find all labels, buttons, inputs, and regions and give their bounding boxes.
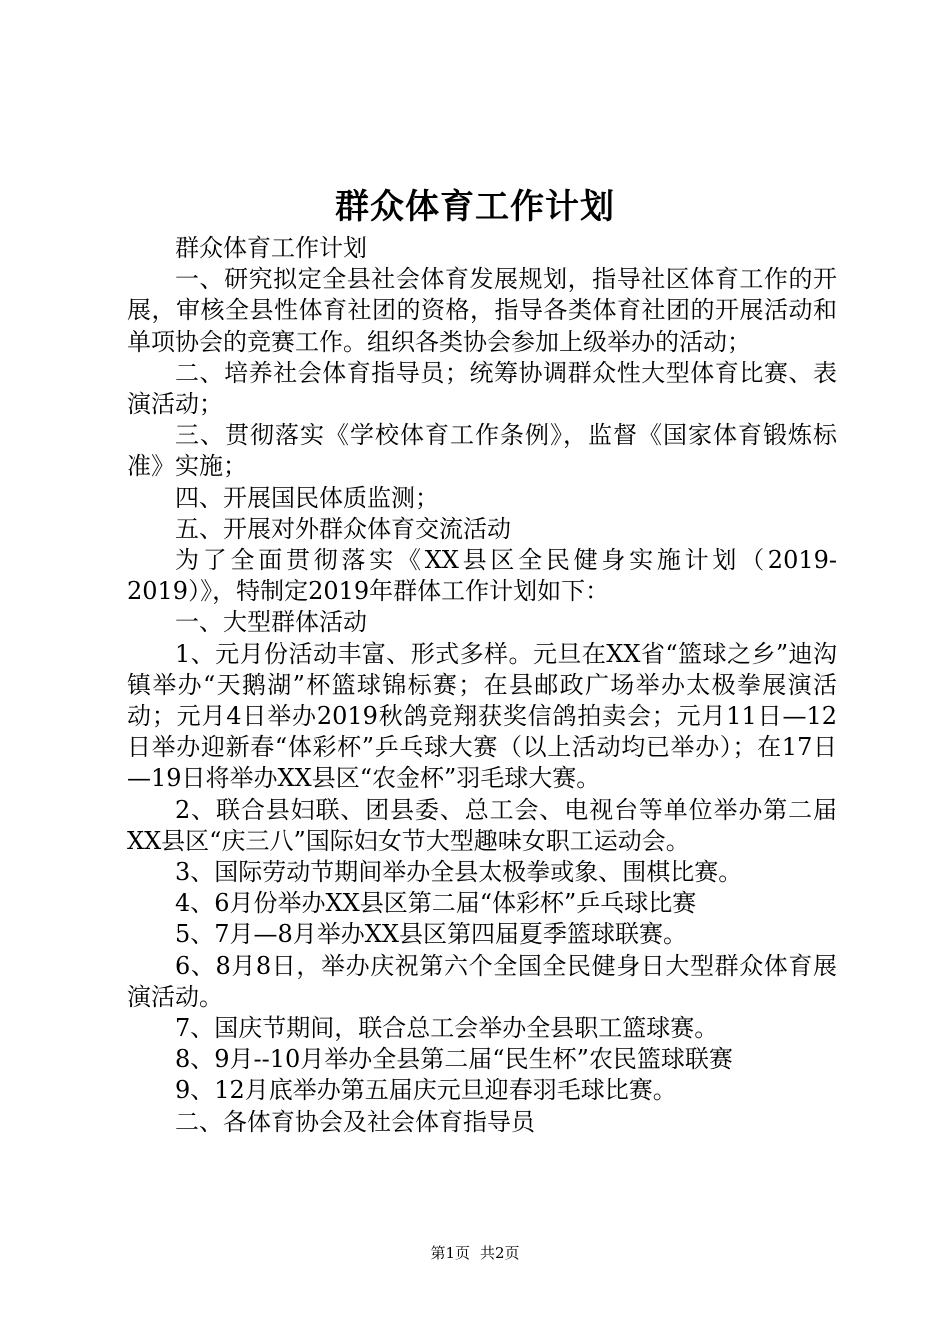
- paragraph-item-2: 二、培养社会体育指导员；统筹协调群众性大型体育比赛、表演活动；: [127, 358, 837, 419]
- page-number-total: 共2页: [480, 1244, 520, 1262]
- activity-item-8: 8、9月--10月举办全县第二届“民生杯”农民篮球联赛: [175, 1045, 733, 1074]
- paragraph-item-5: 五、开展对外群众体育交流活动: [175, 514, 511, 543]
- activity-item-5: 5、7月—8月举办XX县区第四届夏季篮球联赛。: [175, 920, 687, 949]
- paragraph-intro: 为了全面贯彻落实《XX县区全民健身实施计划（2019-2019）》，特制定2019年群体工作计划如下：: [127, 546, 837, 606]
- paragraph-heading: 群众体育工作计划: [175, 234, 367, 262]
- paragraph-item-1: 一、研究拟定全县社会体育发展规划，指导社区体育工作的开展，审核全县性体育社团的资格，指导各类体育社团的开展活动和单项协会的竞赛工作。组织各类协会参加上级举办的活动；: [127, 265, 837, 356]
- activity-item-6: 6、8月8日，举办庆祝第六个全国全民健身日大型群众体育展演活动。: [127, 951, 837, 1011]
- document-title: 群众体育工作计划: [335, 187, 615, 227]
- activity-item-3: 3、国际劳动节期间举办全县太极拳或象、围棋比赛。: [175, 858, 743, 887]
- activity-item-2: 2、联合县妇联、团县委、总工会、电视台等单位举办第二届XX县区“庆三八”国际妇女节大型趣味女职工运动会。: [127, 795, 837, 855]
- page-number-current: 第1页: [430, 1244, 470, 1262]
- activity-item-1: 1、元月份活动丰富、形式多样。元旦在XX省“篮球之乡”迪沟镇举办“天鹅湖”杯篮球锦标赛；在县邮政广场举办太极拳展演活动；元月4日举办2019秋鸽竞翔获奖信鸽拍卖会；元月11日—12日举办迎新春“体彩杯”乒乓球大赛（以上活动均已举办）；在17日—19日将举办XX县区“农金杯”羽毛球大赛。: [127, 639, 837, 793]
- section-heading-1: 一、大型群体活动: [175, 608, 367, 637]
- activity-item-4: 4、6月份举办XX县区第二届“体彩杯”乒乓球比赛: [175, 889, 697, 918]
- page-footer: [0, 1242, 950, 1264]
- paragraph-item-3: 三、贯彻落实《学校体育工作条例》，监督《国家体育锻炼标准》实施；: [127, 421, 837, 481]
- section-heading-2: 二、各体育协会及社会体育指导员: [175, 1107, 535, 1136]
- activity-item-9: 9、12月底举办第五届庆元旦迎春羽毛球比赛。: [175, 1076, 677, 1105]
- document-body: [127, 233, 837, 1138]
- paragraph-item-4: 四、开展国民体质监测；: [175, 483, 439, 512]
- activity-item-7: 7、国庆节期间，联合总工会举办全县职工篮球赛。: [175, 1014, 719, 1043]
